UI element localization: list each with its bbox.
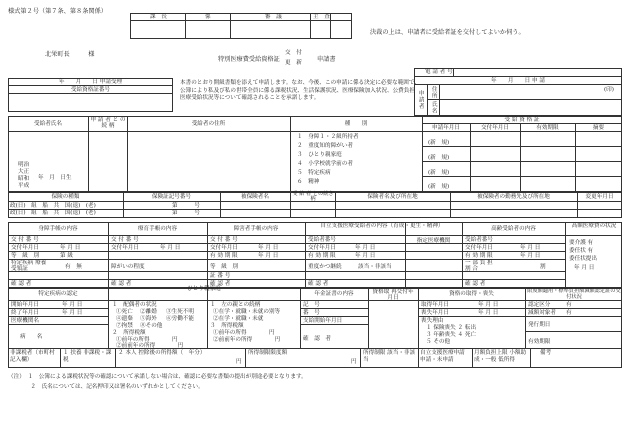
tax-cell: 備考 — [540, 350, 552, 356]
consent-statement: 本書のとおり開級書類を添えて申請します。なお、今後、この申請に係る決定に必要な範囲で、公簿により私及び私の世帯全員に係る課税状況、生活保護状況、医療保険加入状況、公費負担医療受給状況等について確認されることを承諾します。 — [180, 80, 420, 102]
tax-cell: 所得制限 該当・非該当 — [363, 350, 416, 363]
care-item: ①死亡 — [116, 309, 133, 315]
disease-name: 病 名 — [20, 334, 43, 340]
limit-field: 発行期日 — [528, 322, 551, 328]
applicant-address-row — [428, 85, 622, 100]
care-item: ⑦拘禁 — [116, 323, 133, 329]
form-title-issue: 交 付 — [285, 50, 302, 56]
tax-cell: 非課税者（市町村記入欄） — [10, 350, 55, 363]
addressee: 北栄町長 様 — [45, 51, 95, 58]
aid-grant-no: 交 付 番 号 — [210, 237, 238, 243]
income3-item: ②前前年の所得 円 — [213, 337, 281, 343]
ins-no: 第 号 — [172, 203, 200, 209]
cert-row — [422, 132, 622, 147]
child-label: １ 左の親との続柄 — [210, 302, 261, 308]
disease-date: 年 月 日 — [62, 302, 83, 308]
tax-cell: 自立支援医療申請 申請・未申請 — [420, 350, 465, 363]
aid-col: 自立支援医療受給者の内容（育成・更生・精神） — [320, 223, 444, 229]
form-title-suffix: 申請書 — [317, 56, 336, 63]
limit-field: 認定区分 — [528, 302, 551, 308]
type-header: 種 別 — [344, 121, 368, 127]
disease-medical: 医療機関名 — [11, 318, 39, 324]
acq-field: 喪失理由 — [421, 318, 444, 324]
aid-burden: 一 部 負 担 割 合 — [465, 260, 493, 272]
tax-cell: 所得制限限度額 — [248, 350, 288, 356]
limit-value: 有 — [566, 310, 572, 316]
approval-divider — [330, 13, 331, 39]
birth-era: 大正 — [18, 168, 30, 175]
cert-kind: (新 規) — [428, 155, 450, 161]
cert-kind: (新 規) — [428, 184, 450, 190]
bottom-col: 限度額適用・標準負担額減額認定証の交付状況 — [527, 288, 621, 300]
application-date: 年 月 日 申 請 — [491, 78, 545, 84]
aid-row — [8, 272, 565, 280]
tax-yen: 円 — [351, 359, 357, 365]
type-item: ２ 重度知的障がい者 — [297, 143, 353, 149]
income-item: ①前年の所得 円 — [116, 337, 178, 343]
tax-cell: 月額負担上限 小額助成・一般 低所得 — [474, 350, 527, 363]
ins-kind: 政(日) 組 船 共 国(退) (老) — [10, 210, 96, 216]
acq-reason: ３ 年齢喪失 ４ 死亡 — [426, 332, 477, 338]
aid-pct: 割 — [540, 264, 546, 270]
birth-era: 明治 — [18, 162, 30, 168]
applicant-label: 申請者 — [417, 90, 424, 110]
aid-col: 障害者手帳の内容 — [233, 226, 279, 232]
aid-level: 等 級 別 — [210, 264, 238, 270]
applicant-address-label: 住所 — [430, 86, 437, 100]
bottom-col: 資格の取得・喪失 — [449, 291, 494, 297]
ins-col: 変更年月日 — [585, 194, 614, 200]
aid-confirm: 確 認 者 — [465, 281, 486, 287]
cert-col-issue: 交付年月日 — [481, 125, 509, 131]
tax-yen: 円 — [236, 359, 242, 365]
type-item: ６ 精神 — [297, 179, 320, 185]
cert-row — [422, 147, 622, 162]
type-item: ５ 特定疾病 — [297, 170, 331, 176]
care-item: ②離婚 — [140, 309, 157, 315]
aid-confirm: 確 認 者 — [11, 281, 32, 287]
aid-date: 年 月 日 — [258, 253, 279, 259]
income3-item: ①前年の所得 円 — [213, 330, 275, 336]
aid-date: 年 月 日 — [258, 245, 279, 251]
recipient-address-header: 受給者の住所 — [191, 121, 226, 127]
pension-field: 支給開始年月日 — [303, 318, 343, 324]
type-item: ４ 小学校就学前の者 — [297, 161, 353, 167]
aid-disability-level: 障がいの程度 — [111, 264, 145, 270]
aid-confirm: 確 認 者 — [308, 281, 329, 287]
approval-label-review: 審 議 — [265, 14, 282, 20]
aid-expiry: 有 効 期 限 — [210, 253, 238, 259]
aid-date: 年 月 日 — [520, 245, 541, 251]
col-divider — [108, 288, 109, 348]
acq-reason: １ 保険喪失 ２ 転出 — [426, 325, 477, 331]
aid-col: 療育手帳の内容 — [137, 226, 178, 232]
col-divider — [530, 348, 531, 368]
cert-kind: (新 規) — [428, 140, 450, 146]
aid-kaigo: 要介護 有 — [569, 240, 594, 246]
approval-divider — [310, 13, 311, 39]
income-label: ２ 所得税額 — [112, 330, 146, 336]
form-title: 特別医療費受給資格証 — [218, 56, 280, 63]
note-line: （注） １ 公簿による課税状況等の確認について承諾しない場合は、確認に必要な書類の提出が別途必要となります。 — [8, 374, 307, 380]
cert-row — [422, 162, 622, 177]
seal-mark: (印) — [604, 87, 614, 93]
ins-col: 受 給 者 との続き柄 — [292, 191, 334, 203]
aid-kyufu: 受給者番号 — [465, 237, 493, 243]
acq-field: 喪失年月日 — [421, 310, 449, 316]
aid-level: 等 級 別 — [11, 253, 39, 259]
aid-date: 年 月 日 — [574, 265, 595, 271]
col-divider — [472, 348, 473, 368]
birth-date-suffix: 年 月 日生 — [38, 175, 72, 181]
aid-level2: 第 級 — [60, 253, 73, 259]
applicant-name-label: 氏名 — [430, 101, 437, 115]
acq-date: 年 月 日 — [478, 302, 499, 308]
limit-field: 減額対象者 — [528, 310, 556, 316]
aid-disease: 特定疾病 療養受領証 — [11, 260, 47, 272]
aid-shift: 重度かつ継続 — [308, 264, 342, 270]
insurance-row — [8, 202, 622, 210]
bottom-col: ひとり親家庭 — [187, 286, 221, 292]
type-item: １ 身障１・２級所持者 — [297, 134, 359, 140]
aid-date: 年 月 日 — [355, 245, 376, 251]
birth-era: 平成 — [18, 182, 30, 189]
col-divider — [115, 348, 116, 368]
approval-label-staff: 係 — [205, 14, 211, 20]
aid-date: 年 月 日 — [160, 245, 181, 251]
acq-field: 取得年月日 — [421, 302, 449, 308]
cert-header: 受 給 資 格 証 — [504, 117, 540, 123]
aid-verify: 該当・非該当 — [358, 264, 392, 270]
application-no-label: 電 請 者 号 — [425, 69, 453, 75]
aid-confirm: 確 認 者 — [210, 281, 231, 287]
col-divider — [88, 116, 89, 192]
aid-col: 高齢受給者の内容 — [491, 226, 536, 232]
col-divider — [60, 348, 61, 368]
pension-confirm: 確 認 者 — [303, 336, 331, 342]
income-item: ②前前年の所得 円 — [116, 343, 184, 349]
cert-col-expiry: 有効期限 — [536, 125, 559, 131]
cert-col-apply: 申請年月日 — [432, 125, 460, 131]
aid-receiver-no: 受給者番号 — [308, 237, 336, 243]
aid-date: 年 月 日 — [520, 253, 541, 259]
care-item: ④遺棄 — [116, 316, 133, 322]
pension-field: 番 号 — [303, 310, 320, 316]
aid-grant-no: 交 付 番 号 — [11, 237, 39, 243]
aid-date: 年 月 日 — [60, 245, 81, 251]
ins-kind: 政(日) 組 船 共 国(退) (老) — [10, 203, 96, 209]
tax-cell: １ 扶養 非課税・課税 — [63, 350, 112, 363]
limit-value: 有 — [566, 302, 572, 308]
care-item: ③生死不明 — [166, 309, 194, 315]
aid-kaigo2: 委任状 有 — [569, 248, 594, 254]
acq-reason: ５ その他 — [426, 339, 451, 345]
care-item: ⑥労働不能 — [166, 316, 194, 322]
aid-grant-date: 交付年月日 — [308, 245, 336, 251]
child-item: ①在学・就職・未就の別等 — [213, 309, 281, 315]
ins-col: 被保険者名 — [241, 194, 269, 200]
aid-date: 年 月 日 — [355, 253, 376, 259]
pension-field: 記 号 — [303, 302, 320, 308]
aid-confirm: 確 認 者 — [111, 281, 132, 287]
note-line: ２ 氏名については、記名押印又は署名のいずれかとしてください。 — [8, 384, 204, 390]
aid-grant-no: 交 付 番 号 — [111, 237, 139, 243]
col-divider — [207, 288, 208, 348]
approval-divider — [230, 13, 231, 39]
aid-expiry: 有 効 期 限 — [465, 253, 493, 259]
recipient-name-header: 受給者氏名 — [34, 121, 62, 127]
bottom-col: 資格取 再交付年月日 — [372, 289, 414, 302]
aid-grant-date: 交付年月日 — [11, 245, 39, 251]
col-divider — [360, 348, 361, 368]
reception-date: 年 月 日 申請受理 — [58, 79, 123, 85]
aid-col: 指定医療機関 — [416, 238, 451, 244]
col-divider — [418, 348, 419, 368]
aid-grant-date: 交付年月日 — [210, 245, 238, 251]
income3-label: ３ 所得税額 — [210, 323, 244, 329]
aid-col: 高額医療費の状況 — [571, 223, 617, 229]
ins-col: 保険証記号番号 — [151, 194, 192, 200]
form-title-renew: 更 新 — [285, 60, 302, 66]
care-item: ⑧その他 — [140, 323, 163, 329]
approval-label-chief: 課 長 — [150, 14, 167, 20]
limit-field: 有効期限 — [528, 339, 551, 345]
cert-kind: (新 規) — [428, 170, 450, 176]
aid-disease-has: 有 無 — [65, 264, 82, 270]
ins-col: 被保険者の勤務先及び所在地 — [477, 194, 550, 200]
care-status: １ 配偶者の状況 — [112, 302, 157, 308]
cert-col-note: 摘要 — [592, 125, 605, 131]
ins-col: 保険者名及び所在地 — [367, 194, 418, 200]
tax-cell: ２ 本人 控除後の所得額（ 年分） — [118, 350, 206, 356]
approval-label-lead: 主 査 — [313, 14, 330, 20]
aid-grant-date: 交付年月日 — [465, 245, 493, 251]
disease-date: 年 月 日 — [62, 310, 83, 316]
col-divider — [245, 348, 246, 368]
bottom-col: 特定疾病の認定 — [38, 291, 78, 297]
birth-era: 昭和 — [18, 175, 30, 182]
aid-expiry: 有 効 期 限 — [308, 253, 336, 259]
approval-divider — [185, 13, 186, 39]
type-item: ３ ひとり親家庭 — [297, 152, 342, 158]
aid-kaigo3: 委任状提出 — [569, 256, 597, 262]
acq-date: 年 月 日 — [478, 310, 499, 316]
birth-era-list — [18, 162, 29, 190]
col-divider — [368, 288, 369, 348]
col-divider — [565, 222, 566, 288]
ins-col: 保険の種類 — [51, 194, 80, 200]
approval-note: 決裁の上は、申請者に受給者証を交付してよいか伺う。 — [370, 29, 525, 36]
care-item: ⑤海外 — [140, 316, 157, 322]
aid-grant-date: 交付年月日 — [111, 245, 139, 251]
bottom-col: 年金証書の内容 — [314, 291, 354, 297]
form-number: 様式第２号（第７条、第８条関係） — [8, 8, 107, 15]
aid-col: 身障手帳の内容 — [38, 226, 78, 232]
aid-cert-no: 証 番 号 — [210, 273, 231, 279]
cert-number-label: 受給資格証番号 — [70, 87, 111, 93]
ins-no: 第 号 — [172, 210, 200, 216]
child-item: ②在学・就職・未就 — [213, 316, 264, 322]
disease-end: 終了年月日 — [11, 310, 39, 316]
disease-start: 開始年月日 — [11, 302, 39, 308]
relation-header: 申 請 者 と の 続 柄 — [90, 117, 126, 130]
